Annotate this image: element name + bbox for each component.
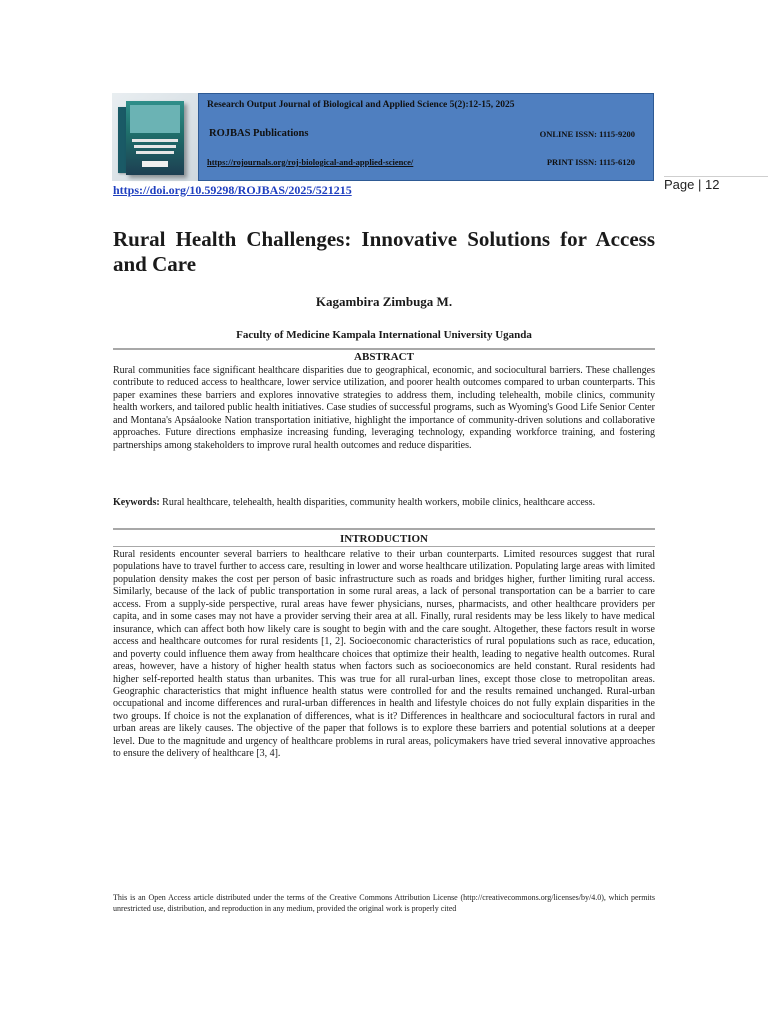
divider <box>113 546 655 547</box>
doi-link[interactable]: https://doi.org/10.59298/ROJBAS/2025/521215 <box>113 183 352 197</box>
article-title: Rural Health Challenges: Innovative Solutions for Access and Care <box>113 227 655 276</box>
journal-citation: Research Output Journal of Biological and Applied Science 5(2):12-15, 2025 <box>207 100 515 110</box>
divider <box>113 348 655 350</box>
license-footnote: This is an Open Access article distributed under the terms of the Creative Commons Attribution License (http://creativecommons.org/licenses/by/4.0), which permits unrestricted use, distribution, and reproduction in any medium, provided the original work is properly cited <box>113 893 655 913</box>
author-affiliation: Faculty of Medicine Kampala International University Uganda <box>236 329 532 341</box>
abstract-heading: ABSTRACT <box>354 351 414 363</box>
book-cover <box>126 101 184 175</box>
publisher-name: ROJBAS Publications <box>209 128 309 139</box>
keywords-line <box>113 497 655 509</box>
page-number: Page | 12 <box>664 177 720 192</box>
article-author: Kagambira Zimbuga M. <box>315 294 453 309</box>
divider <box>113 528 655 530</box>
journal-header-banner <box>198 93 654 181</box>
online-issn: ONLINE ISSN: 1115-9200 <box>539 129 635 139</box>
journal-url-link[interactable]: https://rojournals.org/roj-biological-and-applied-science/ <box>207 157 414 167</box>
keywords-list: Rural healthcare, telehealth, health disparities, community health workers, mobile clinics, healthcare access. <box>159 497 596 508</box>
introduction-text: Rural residents encounter several barriers to healthcare relative to their urban counterparts. Limited resources suggest that rural populations have to travel further to access care, resulting in lower and worse healthcare utilization. Populating large areas with limited population density makes the cost per person of basic infrastructure such as roads and bridges higher, further limiting rural access. Similarly, because of the lack of public transportation in some rural areas, a lack of personal transportation can be a barrier to care access. From a supply-side perspective, rural areas have fewer physicians, nurses, pharmacists, and other healthcare providers per capita, and in some cases may not have a provider serving their area at all. Finally, rural residents may be less likely to have medical insurance, which can affect both how likely care is sought to begin with and the care sought. Altogether, these factors result in worse access and healthcare outcomes for rural residents [1, 2]. Socioeconomic characteristics of rural populations such as race, education, and poverty could influence them away from healthcare choices that optimize their health, leading to negative health outcomes. Rural areas, however, have a history of higher health status when factors such as socioeconomics are held constant. Rural residents had higher self-reported health status than urbanites. This was true for all rural-urban lines, except those close to metropolitan areas. Geographic characteristics that might influence health status were controlled for and the results remained unchanged. Rural-urban occupational and income differences and rural-urban differences in health and lifestyle choices do not fully explain disparities in the two groups. If choice is not the explanation of differences, what is it? Differences in healthcare and sociocultural factors in rural and urban areas are likely causes. The objective of the paper that follows is to explore these barriers and potential solutions at a deeper level. Due to the magnitude and urgency of healthcare problems in rural areas, policymakers have tried several innovative approaches to ensure the delivery of healthcare [3, 4]. <box>113 549 655 760</box>
abstract-text: Rural communities face significant healthcare disparities due to geographical, economic, and sociocultural barriers. These challenges contribute to reduced access to healthcare, lower service utilization, and poorer health outcomes compared to urban counterparts. This paper examines these barriers and explores innovative strategies to address them, including telehealth, mobile clinics, community health workers, and tailored public health initiatives. Case studies of successful programs, such as Wyoming's Good Life Senior Center and Montana's Apsáalooke Nation transportation initiative, highlight the importance of community-driven solutions and collaborative approaches. Future directions emphasize increasing funding, leveraging technology, expanding workforce training, and fostering partnerships among stakeholders to improve rural health outcomes and reduce disparities. <box>113 365 655 451</box>
print-issn: PRINT ISSN: 1115-6120 <box>546 157 635 167</box>
introduction-heading: INTRODUCTION <box>339 533 428 545</box>
keywords-label: Keywords: <box>113 497 160 508</box>
journal-cover-image <box>112 93 198 181</box>
